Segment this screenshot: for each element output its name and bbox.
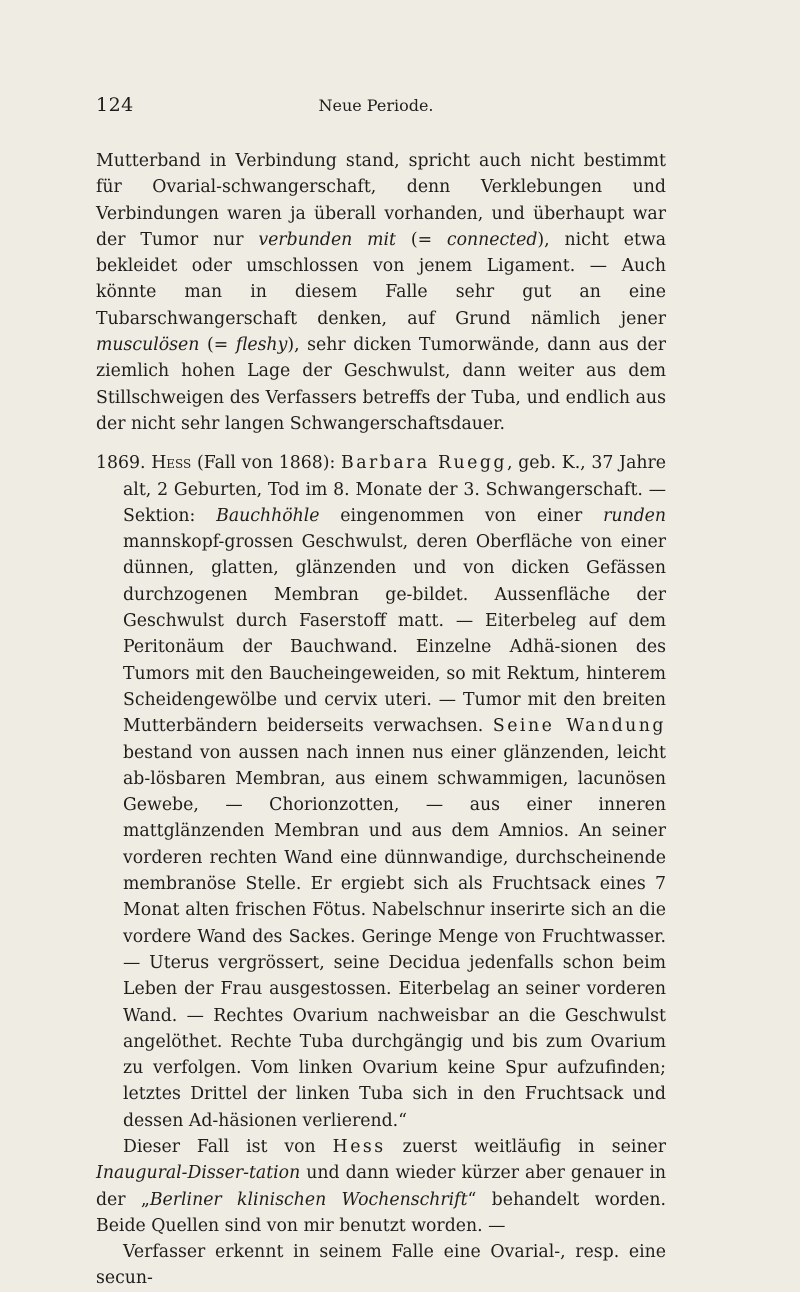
paragraph-1: Mutterband in Verbindung stand, spricht auch nicht bestimmt für Ovarial-schwangerschaft, denn Verklebungen und Verbindungen waren ja überall vorhanden, und überhaupt war der Tumor nur verbunden mit (= connected), nicht etwa bekleidet oder umschlossen von jenem Ligament. — Auch könnte man in diesem Falle sehr gut an eine Tubarschwangerschaft denken, auf Grund nämlich jener musculösen (= fleshy), sehr dicken Tumorwände, dann aus der ziemlich hohen Lage der Geschwulst, dann weiter aus dem Stillschweigen des Verfassers betreffs der Tuba, und endlich aus der nicht sehr langen Schwangerschaftsdauer.: [96, 151, 666, 434]
patient-name: Barbara Ruegg: [341, 453, 507, 474]
running-title: Neue Periode.: [318, 96, 434, 115]
author-name: Hess: [332, 1136, 386, 1157]
page-number: 124: [96, 94, 134, 116]
case-1869: 1869. Hess (Fall von 1868): Barbara Ruegg, geb. K., 37 Jahre alt, 2 Geburten, Tod im 8. Monate der 3. Schwangerschaft. — Sektion: Bauchhöhle eingenommen von einer runden mannskopf-grossen Geschwulst, deren Oberfläche von einer dünnen, glatten, glänzenden und von dicken Gefässen durchzogenen Membran ge-bildet. Aussenfläche der Geschwulst durch Faserstoff matt. — Eiterbeleg auf dem Peritonäum der Bauchwand. Einzelne Adhä-sionen des Tumors mit den Baucheingeweiden, so mit Rektum, hinterem Scheidengewölbe und cervix uteri. — Tumor mit den breiten Mutterbändern beiderseits verwachsen. Seine Wandung bestand von aussen nach innen nus einer glänzenden, leicht ab-lösbaren Membran, aus einem schwammigen, lacunösen Gewebe, — Chorionzotten, — aus einer inneren mattglänzenden Membran und aus dem Amnios. An seiner vorderen rechten Wand eine dünnwandige, durchscheinende membranöse Stelle. Er ergiebt sich als Fruchtsack eines 7 Monat alten frischen Fötus. Nabelschnur inserirte sich an die vordere Wand des Sackes. Geringe Menge von Fruchtwasser. — Uterus vergrössert, seine Decidua jedenfalls schon beim Leben der Frau ausgestossen. Eiterbelag an seiner vorderen Wand. — Rechtes Ovarium nachweisbar an die Geschwulst angelöthet. Rechte Tuba durchgängig und bis zum Ovarium zu verfolgen. Vom linken Ovarium keine Spur aufzufinden; letztes Drittel der linken Tuba sich in den Fruchtsack und dessen Ad-häsionen verlierend.“: [96, 453, 667, 1131]
author-name: Hess: [151, 453, 192, 474]
paragraph-4: Verfasser erkennt in seinem Falle eine Ovarial-, resp. eine secun-: [96, 1242, 666, 1289]
page-header: [96, 94, 656, 124]
paragraph-3: Dieser Fall ist von Hess zuerst weitläufig in seiner Inaugural-Disser-tation und dann wieder kürzer aber genauer in der „Berliner klinischen Wochenschrift“ behandelt worden. Beide Quellen sind von mir benutzt worden. —: [96, 1136, 666, 1236]
body-text: [96, 148, 666, 1292]
